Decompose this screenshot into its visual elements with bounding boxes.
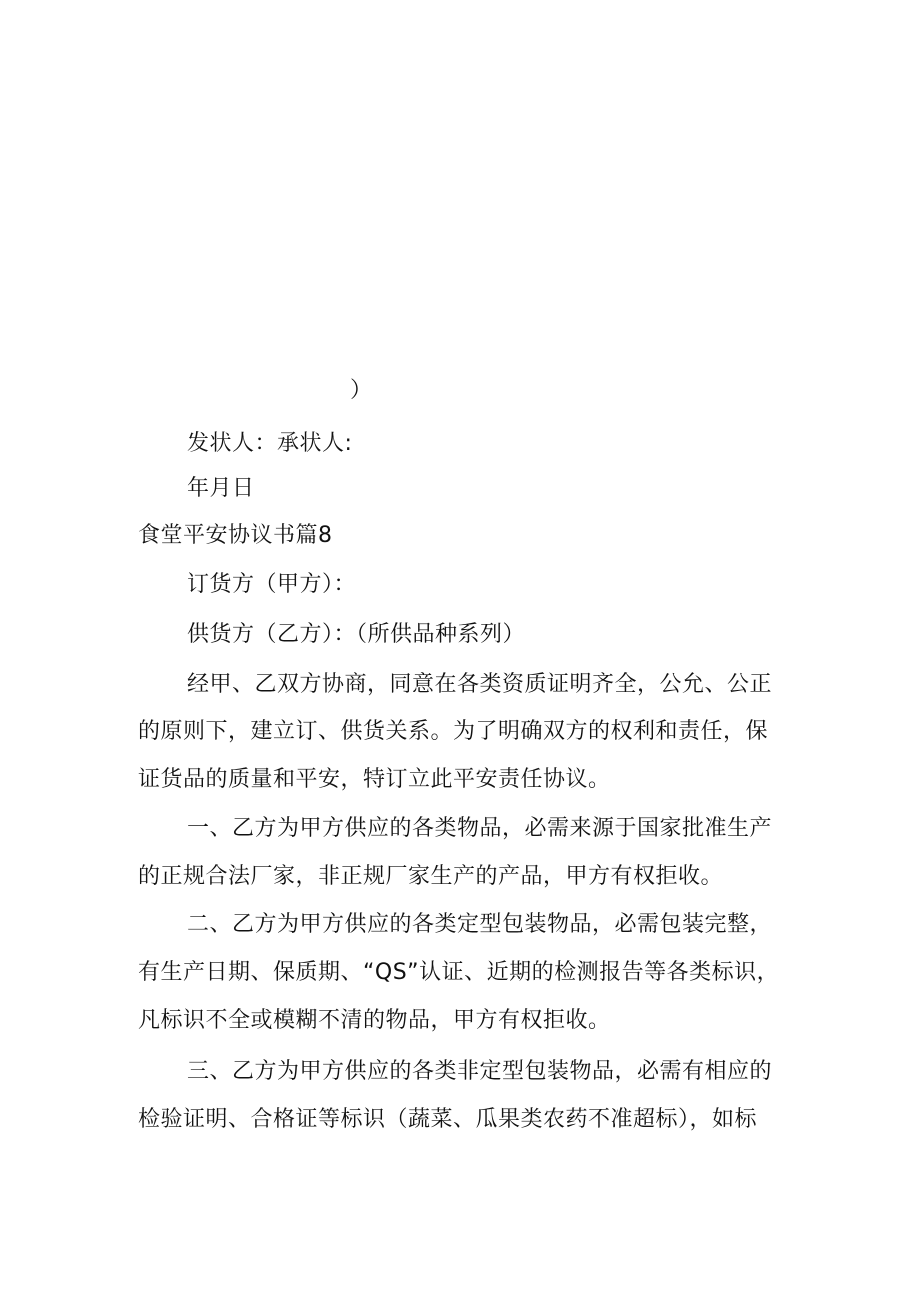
closing-parenthesis: ） [350, 378, 373, 403]
paragraph-line: 的正规合法厂家，非正规厂家生产的产品，甲方有权拒收。 [138, 864, 724, 889]
paragraph-line: 凡标识不全或模糊不清的物品，甲方有权拒收。 [138, 1008, 611, 1033]
supplier-line: 供货方（乙方）：（所供品种系列） [187, 622, 526, 647]
paragraph-line: 的原则下，建立订、供货关系。为了明确双方的权利和责任，保 [138, 719, 769, 744]
signature-line: 发状人：承状人: [187, 431, 353, 456]
paragraph-line: 证货品的质量和平安，特订立此平安责任协议。 [138, 767, 611, 792]
paragraph-line: 有生产日期、保质期、“QS”认证、近期的检测报告等各类标识， [138, 960, 780, 985]
paragraph-line: 二、乙方为甲方供应的各类定型包装物品，必需包装完整， [187, 912, 773, 937]
paragraph-line: 经甲、乙双方协商，同意在各类资质证明齐全，公允、公正 [187, 672, 773, 697]
paragraph-line: 三、乙方为甲方供应的各类非定型包装物品，必需有相应的 [187, 1059, 773, 1084]
date-line: 年月日 [187, 476, 255, 501]
paragraph-line: 检验证明、合格证等标识（蔬菜、瓜果类农药不准超标），如标 [138, 1107, 758, 1132]
section-title: 食堂平安协议书篇8 [138, 523, 333, 548]
paragraph-line: 一、乙方为甲方供应的各类物品，必需来源于国家批准生产 [187, 816, 773, 841]
orderer-line: 订货方（甲方）： [187, 572, 357, 597]
